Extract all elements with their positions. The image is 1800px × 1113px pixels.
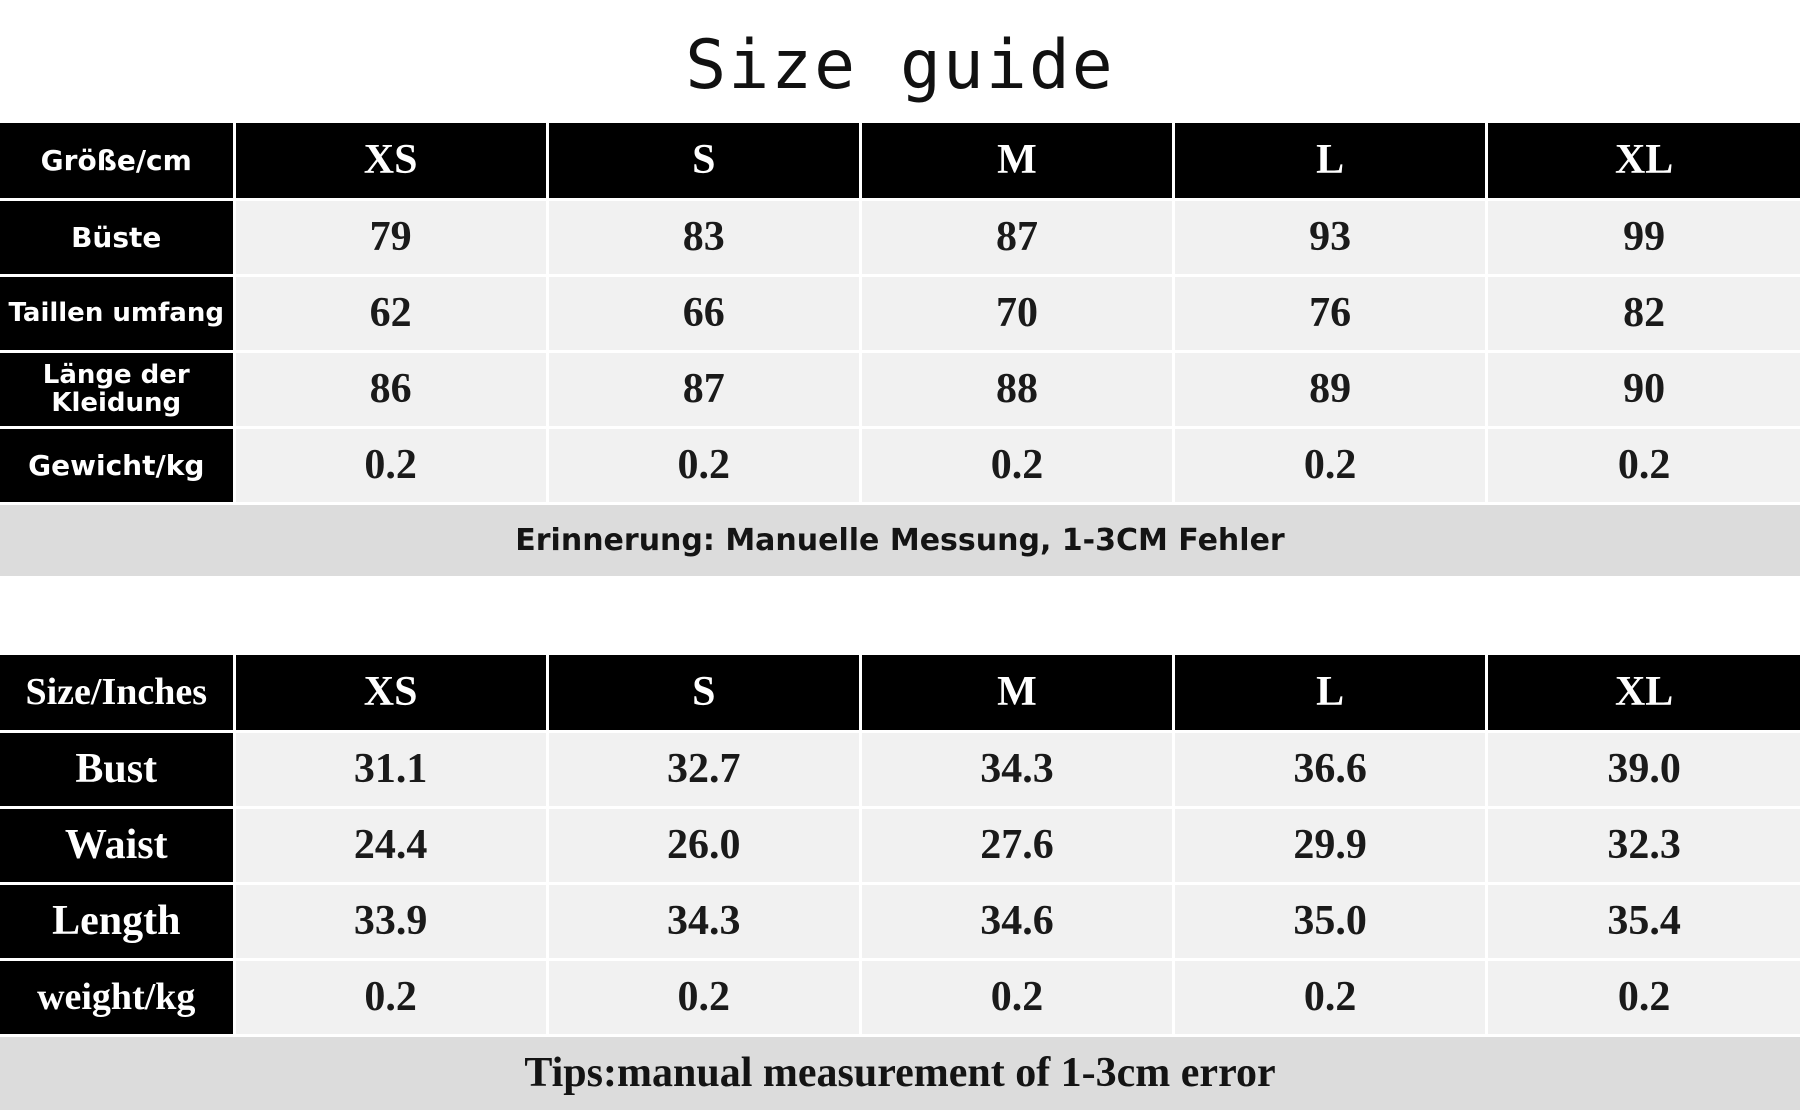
table-cell: 0.2 [1174,959,1487,1035]
measurement-note: Tips:manual measurement of 1-3cm error [0,1035,1800,1111]
table-row [0,351,1800,427]
table-row [0,883,1800,959]
table-header-row [0,123,1800,199]
table-cell: 88 [860,351,1173,427]
table-cell: 35.4 [1487,883,1800,959]
size-table-cm [0,123,1800,579]
table-cell: 87 [860,199,1173,275]
header-cell-xl: XL [1487,655,1800,731]
header-cell-xl: XL [1487,123,1800,199]
table-cell: 66 [547,275,860,351]
header-cell-m: M [860,655,1173,731]
table-row [0,427,1800,503]
row-label-waist: Waist [0,807,234,883]
table-cell: 29.9 [1174,807,1487,883]
table-row [0,807,1800,883]
table-cell: 34.3 [547,883,860,959]
table-row [0,275,1800,351]
note-row [0,503,1800,577]
header-cell-m: M [860,123,1173,199]
table-cell: 99 [1487,199,1800,275]
table-cell: 0.2 [860,959,1173,1035]
row-label-length: Length [0,883,234,959]
table-cell: 0.2 [1487,427,1800,503]
table-row [0,731,1800,807]
table-cell: 35.0 [1174,883,1487,959]
table-cell: 0.2 [1487,959,1800,1035]
table-cell: 0.2 [547,959,860,1035]
row-label-bust: Büste [0,199,234,275]
header-cell-l: L [1174,123,1487,199]
row-label-weight: weight/kg [0,959,234,1035]
table-cell: 86 [234,351,547,427]
table-cell: 0.2 [234,427,547,503]
table-cell: 39.0 [1487,731,1800,807]
table-cell: 0.2 [860,427,1173,503]
table-cell: 93 [1174,199,1487,275]
row-label-waist: Taillen umfang [0,275,234,351]
header-cell-s: S [547,123,860,199]
measurement-note: Erinnerung: Manuelle Messung, 1-3CM Fehler [0,503,1800,577]
table-row [0,959,1800,1035]
table-cell: 83 [547,199,860,275]
header-cell-size-cm: Größe/cm [0,123,234,199]
table-cell: 36.6 [1174,731,1487,807]
table-cell: 70 [860,275,1173,351]
table-cell: 26.0 [547,807,860,883]
note-row [0,1035,1800,1111]
table-cell: 34.3 [860,731,1173,807]
header-cell-size-inches: Size/Inches [0,655,234,731]
table-cell: 33.9 [234,883,547,959]
row-label-bust: Bust [0,731,234,807]
table-header-row [0,655,1800,731]
page-title: Size guide [685,26,1115,105]
table-cell: 24.4 [234,807,547,883]
header-cell-s: S [547,655,860,731]
table-cell: 32.3 [1487,807,1800,883]
size-table-inches [0,655,1800,1113]
table-cell: 0.2 [547,427,860,503]
table-cell: 90 [1487,351,1800,427]
table-cell: 82 [1487,275,1800,351]
table-cell: 0.2 [1174,427,1487,503]
table-cell: 31.1 [234,731,547,807]
table-row [0,199,1800,275]
row-label-weight: Gewicht/kg [0,427,234,503]
header-cell-l: L [1174,655,1487,731]
table-cell: 0.2 [234,959,547,1035]
table-cell: 76 [1174,275,1487,351]
table-cell: 34.6 [860,883,1173,959]
table-cell: 89 [1174,351,1487,427]
table-cell: 62 [234,275,547,351]
header-cell-xs: XS [234,655,547,731]
table-cell: 32.7 [547,731,860,807]
header-cell-xs: XS [234,123,547,199]
table-cell: 27.6 [860,807,1173,883]
row-label-length: Länge der Kleidung [0,351,234,427]
table-cell: 87 [547,351,860,427]
table-cell: 79 [234,199,547,275]
